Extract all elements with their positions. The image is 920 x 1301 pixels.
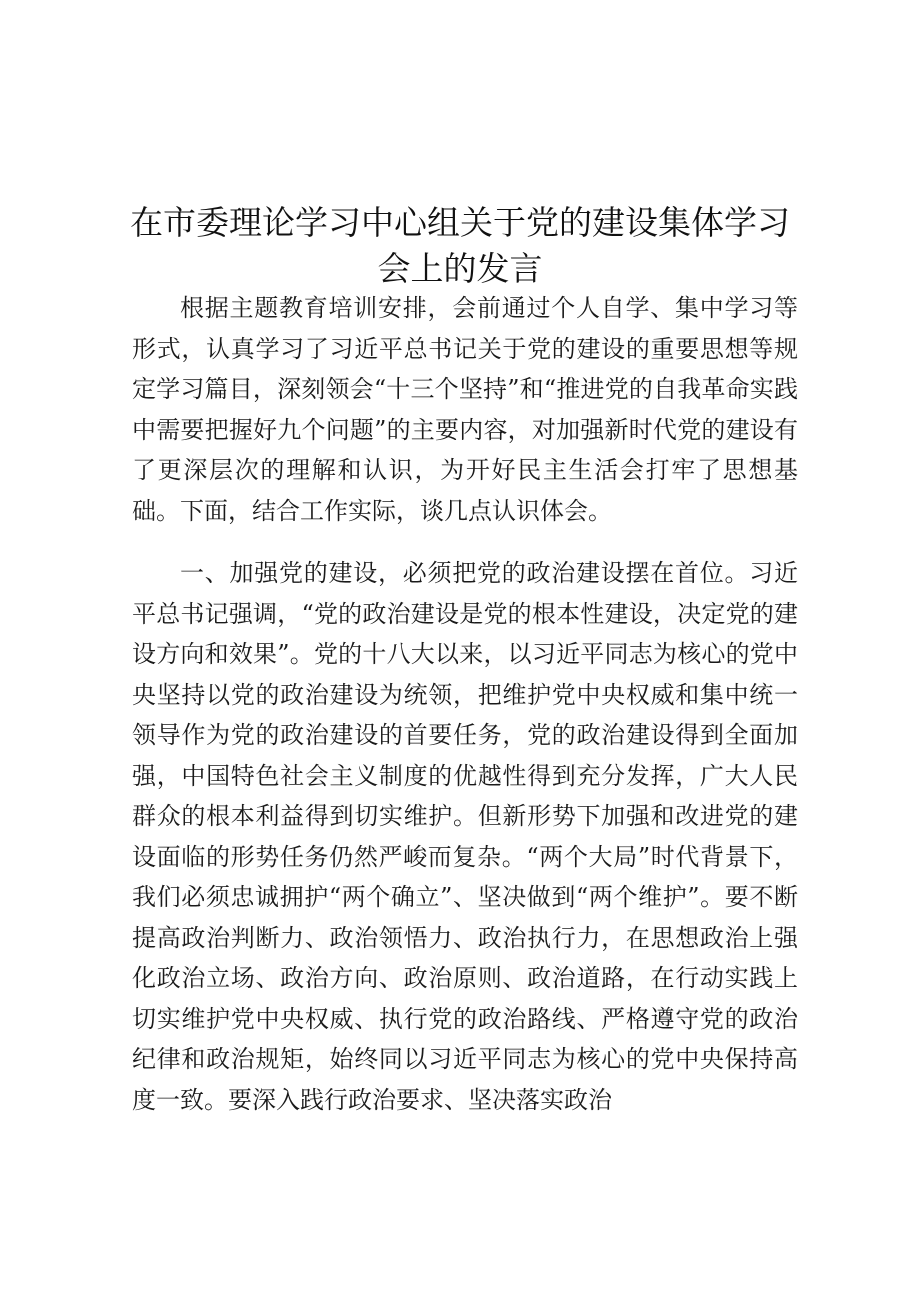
- paragraph-section-1: 一、加强党的建设，必须把党的政治建设摆在首位。习近平总书记强调，“党的政治建设是党的根本性建设，决定党的建设方向和效果”。党的十八大以来，以习近平同志为核心的党中央坚持以党的政治建设为统领，把维护党中央权威和集中统一领导作为党的政治建设的首要任务，党的政治建设得到全面加强，中国特色社会主义制度的优越性得到充分发挥，广大人民群众的根本利益得到切实维护。但新形势下加强和改进党的建设面临的形势任务仍然严峻而复杂。“两个大局”时代背景下，我们必须忠诚拥护“两个确立”、坚决做到“两个维护”。要不断提高政治判断力、政治领悟力、政治执行力，在思想政治上强化政治立场、政治方向、政治原则、政治道路，在行动实践上切实维护党中央权威、执行党的政治路线、严格遵守党的政治纪律和政治规矩，始终同以习近平同志为核心的党中央保持高度一致。要深入践行政治要求、坚决落实政治: [132, 559, 798, 1114]
- title-line-2: 会上的发言: [377, 249, 543, 288]
- title-line-1: 在市委理论学习中心组关于党的建设集体学习: [130, 203, 790, 242]
- paragraph-intro: 根据主题教育培训安排，会前通过个人自学、集中学习等形式，认真学习了习近平总书记关于党的建设的重要思想等规定学习篇目，深刻领会“十三个坚持”和“推进党的自我革命实践中需要把握好九个问题”的主要内容，对加强新时代党的建设有了更深层次的理解和认识，为开好民主生活会打牢了思想基础。下面，结合工作实际，谈几点认识体会。: [132, 294, 798, 525]
- document-title: [120, 200, 800, 292]
